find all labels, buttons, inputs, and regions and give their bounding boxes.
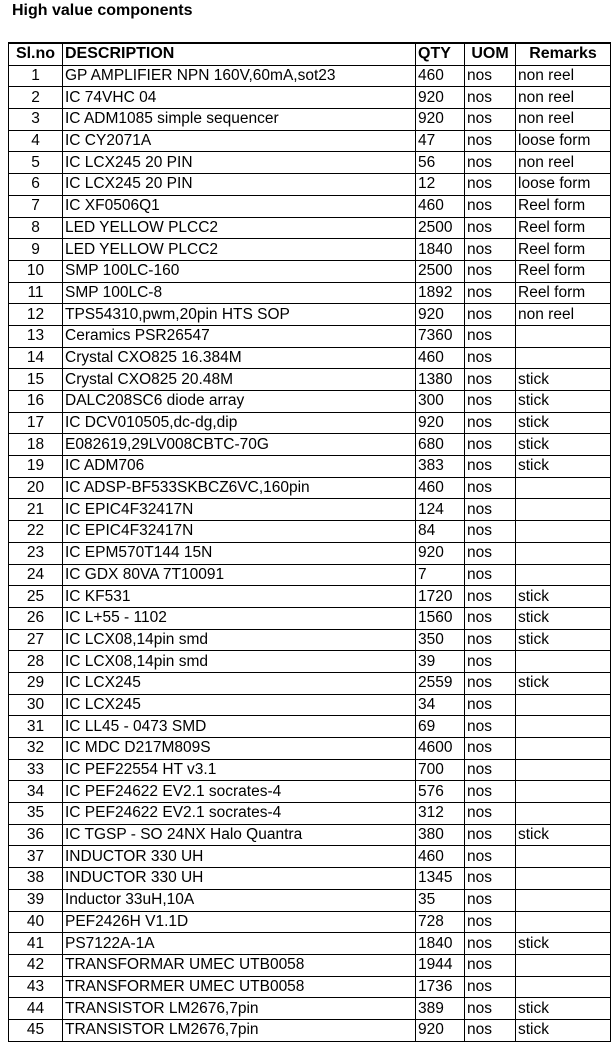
cell-remarks (516, 911, 611, 933)
table-row (9, 911, 611, 933)
cell-description: IC EPIC4F32417N (63, 499, 416, 521)
cell-sl-no: 8 (9, 217, 63, 239)
cell-remarks: Reel form (516, 195, 611, 217)
cell-remarks (516, 694, 611, 716)
cell-qty: 1892 (416, 282, 465, 304)
table-row (9, 130, 611, 152)
cell-sl-no: 17 (9, 412, 63, 434)
cell-sl-no: 13 (9, 325, 63, 347)
cell-remarks (516, 521, 611, 543)
cell-qty: 2559 (416, 672, 465, 694)
cell-sl-no: 43 (9, 976, 63, 998)
cell-sl-no: 16 (9, 391, 63, 413)
cell-remarks (516, 477, 611, 499)
cell-uom: nos (465, 607, 516, 629)
cell-remarks (516, 781, 611, 803)
cell-qty: 920 (416, 1019, 465, 1041)
cell-qty: 1736 (416, 976, 465, 998)
cell-description: E082619,29LV008CBTC-70G (63, 434, 416, 456)
cell-remarks: Reel form (516, 260, 611, 282)
cell-sl-no: 1 (9, 65, 63, 87)
cell-qty: 39 (416, 651, 465, 673)
cell-sl-no: 41 (9, 933, 63, 955)
page-title: High value components (12, 2, 193, 19)
table-row (9, 369, 611, 391)
column-header-sl-no: Sl.no (9, 43, 63, 65)
table-row (9, 954, 611, 976)
cell-sl-no: 10 (9, 260, 63, 282)
table-row (9, 499, 611, 521)
cell-sl-no: 23 (9, 542, 63, 564)
cell-qty: 460 (416, 65, 465, 87)
table-row (9, 260, 611, 282)
cell-description: LED YELLOW PLCC2 (63, 239, 416, 261)
cell-remarks: Reel form (516, 217, 611, 239)
cell-uom: nos (465, 1019, 516, 1041)
table-row (9, 304, 611, 326)
cell-description: Crystal CXO825 16.384M (63, 347, 416, 369)
cell-description: IC XF0506Q1 (63, 195, 416, 217)
cell-description: IC LCX245 (63, 672, 416, 694)
cell-description: IC GDX 80VA 7T10091 (63, 564, 416, 586)
cell-sl-no: 39 (9, 889, 63, 911)
cell-remarks: stick (516, 607, 611, 629)
cell-remarks: Reel form (516, 282, 611, 304)
cell-uom: nos (465, 412, 516, 434)
cell-qty: 576 (416, 781, 465, 803)
cell-qty: 1345 (416, 868, 465, 890)
cell-description: IC TGSP - SO 24NX Halo Quantra (63, 824, 416, 846)
cell-description: PEF2426H V1.1D (63, 911, 416, 933)
column-header-uom: UOM (465, 43, 516, 65)
cell-sl-no: 14 (9, 347, 63, 369)
cell-sl-no: 5 (9, 152, 63, 174)
table-row (9, 803, 611, 825)
cell-remarks: loose form (516, 130, 611, 152)
cell-uom: nos (465, 499, 516, 521)
cell-description: IC PEF24622 EV2.1 socrates-4 (63, 781, 416, 803)
cell-sl-no: 24 (9, 564, 63, 586)
cell-description: IC MDC D217M809S (63, 738, 416, 760)
cell-qty: 680 (416, 434, 465, 456)
cell-remarks (516, 325, 611, 347)
cell-qty: 2500 (416, 217, 465, 239)
cell-sl-no: 38 (9, 868, 63, 890)
cell-description: INDUCTOR 330 UH (63, 868, 416, 890)
cell-description: TRANSFORMAR UMEC UTB0058 (63, 954, 416, 976)
cell-qty: 69 (416, 716, 465, 738)
components-table (8, 42, 611, 1042)
cell-description: IC L+55 - 1102 (63, 607, 416, 629)
cell-uom: nos (465, 174, 516, 196)
table-row (9, 998, 611, 1020)
table-row (9, 976, 611, 998)
cell-qty: 1944 (416, 954, 465, 976)
cell-sl-no: 37 (9, 846, 63, 868)
table-row (9, 868, 611, 890)
cell-remarks: stick (516, 456, 611, 478)
cell-qty: 2500 (416, 260, 465, 282)
cell-sl-no: 21 (9, 499, 63, 521)
cell-remarks (516, 868, 611, 890)
cell-qty: 920 (416, 542, 465, 564)
cell-description: IC LCX245 (63, 694, 416, 716)
cell-remarks (516, 347, 611, 369)
table-row (9, 716, 611, 738)
cell-uom: nos (465, 933, 516, 955)
cell-remarks (516, 954, 611, 976)
cell-sl-no: 9 (9, 239, 63, 261)
cell-uom: nos (465, 803, 516, 825)
cell-sl-no: 19 (9, 456, 63, 478)
cell-qty: 312 (416, 803, 465, 825)
cell-uom: nos (465, 282, 516, 304)
cell-uom: nos (465, 954, 516, 976)
cell-description: IC LCX08,14pin smd (63, 651, 416, 673)
cell-description: SMP 100LC-160 (63, 260, 416, 282)
cell-remarks: stick (516, 369, 611, 391)
cell-qty: 920 (416, 87, 465, 109)
cell-remarks (516, 846, 611, 868)
cell-uom: nos (465, 87, 516, 109)
table-row (9, 738, 611, 760)
table-row (9, 651, 611, 673)
cell-sl-no: 6 (9, 174, 63, 196)
cell-description: GP AMPLIFIER NPN 160V,60mA,sot23 (63, 65, 416, 87)
cell-remarks: non reel (516, 87, 611, 109)
cell-qty: 460 (416, 347, 465, 369)
table-row (9, 282, 611, 304)
cell-qty: 920 (416, 304, 465, 326)
cell-uom: nos (465, 976, 516, 998)
cell-description: TPS54310,pwm,20pin HTS SOP (63, 304, 416, 326)
cell-qty: 460 (416, 195, 465, 217)
cell-remarks: stick (516, 434, 611, 456)
cell-description: INDUCTOR 330 UH (63, 846, 416, 868)
table-row (9, 195, 611, 217)
cell-uom: nos (465, 434, 516, 456)
table-body (9, 65, 611, 1041)
table-row (9, 391, 611, 413)
table-row (9, 542, 611, 564)
cell-uom: nos (465, 304, 516, 326)
cell-sl-no: 22 (9, 521, 63, 543)
cell-uom: nos (465, 824, 516, 846)
cell-sl-no: 31 (9, 716, 63, 738)
cell-qty: 389 (416, 998, 465, 1020)
table-row (9, 325, 611, 347)
cell-qty: 12 (416, 174, 465, 196)
cell-remarks (516, 738, 611, 760)
table-row (9, 434, 611, 456)
table-row (9, 521, 611, 543)
table-row (9, 933, 611, 955)
cell-description: IC EPIC4F32417N (63, 521, 416, 543)
cell-remarks: non reel (516, 304, 611, 326)
table-row (9, 456, 611, 478)
cell-uom: nos (465, 911, 516, 933)
cell-uom: nos (465, 564, 516, 586)
table-row (9, 217, 611, 239)
cell-sl-no: 11 (9, 282, 63, 304)
table-row (9, 239, 611, 261)
cell-remarks: stick (516, 1019, 611, 1041)
cell-remarks (516, 564, 611, 586)
cell-remarks: stick (516, 412, 611, 434)
table-row (9, 152, 611, 174)
cell-sl-no: 34 (9, 781, 63, 803)
cell-qty: 460 (416, 846, 465, 868)
cell-remarks (516, 499, 611, 521)
cell-description: Crystal CXO825 20.48M (63, 369, 416, 391)
cell-uom: nos (465, 759, 516, 781)
cell-uom: nos (465, 391, 516, 413)
cell-sl-no: 2 (9, 87, 63, 109)
cell-qty: 920 (416, 109, 465, 131)
cell-sl-no: 44 (9, 998, 63, 1020)
cell-qty: 47 (416, 130, 465, 152)
cell-qty: 460 (416, 477, 465, 499)
cell-remarks: non reel (516, 152, 611, 174)
cell-description: IC 74VHC 04 (63, 87, 416, 109)
cell-qty: 383 (416, 456, 465, 478)
cell-qty: 1720 (416, 586, 465, 608)
table-row (9, 694, 611, 716)
cell-description: TRANSISTOR LM2676,7pin (63, 1019, 416, 1041)
cell-qty: 4600 (416, 738, 465, 760)
cell-uom: nos (465, 65, 516, 87)
column-header-qty: QTY (416, 43, 465, 65)
table-row (9, 672, 611, 694)
table-row (9, 846, 611, 868)
cell-uom: nos (465, 109, 516, 131)
cell-sl-no: 45 (9, 1019, 63, 1041)
cell-uom: nos (465, 456, 516, 478)
table-row (9, 889, 611, 911)
cell-remarks: non reel (516, 65, 611, 87)
cell-uom: nos (465, 716, 516, 738)
cell-qty: 350 (416, 629, 465, 651)
cell-sl-no: 28 (9, 651, 63, 673)
cell-remarks: non reel (516, 109, 611, 131)
cell-qty: 700 (416, 759, 465, 781)
cell-uom: nos (465, 477, 516, 499)
cell-sl-no: 40 (9, 911, 63, 933)
cell-description: IC KF531 (63, 586, 416, 608)
cell-sl-no: 27 (9, 629, 63, 651)
table-row (9, 87, 611, 109)
cell-uom: nos (465, 781, 516, 803)
cell-remarks: stick (516, 933, 611, 955)
cell-uom: nos (465, 130, 516, 152)
table-row (9, 759, 611, 781)
cell-qty: 1840 (416, 239, 465, 261)
cell-description: IC LCX08,14pin smd (63, 629, 416, 651)
cell-uom: nos (465, 369, 516, 391)
table-row (9, 477, 611, 499)
cell-uom: nos (465, 542, 516, 564)
cell-remarks (516, 716, 611, 738)
table-row (9, 824, 611, 846)
cell-uom: nos (465, 239, 516, 261)
cell-uom: nos (465, 651, 516, 673)
cell-remarks: stick (516, 629, 611, 651)
cell-sl-no: 33 (9, 759, 63, 781)
cell-uom: nos (465, 217, 516, 239)
cell-remarks: stick (516, 672, 611, 694)
cell-remarks: stick (516, 391, 611, 413)
cell-uom: nos (465, 868, 516, 890)
cell-description: TRANSISTOR LM2676,7pin (63, 998, 416, 1020)
cell-qty: 34 (416, 694, 465, 716)
cell-sl-no: 25 (9, 586, 63, 608)
cell-sl-no: 30 (9, 694, 63, 716)
cell-qty: 728 (416, 911, 465, 933)
cell-description: IC ADSP-BF533SKBCZ6VC,160pin (63, 477, 416, 499)
cell-uom: nos (465, 347, 516, 369)
cell-remarks: stick (516, 824, 611, 846)
cell-qty: 300 (416, 391, 465, 413)
cell-qty: 1380 (416, 369, 465, 391)
cell-description: IC EPM570T144 15N (63, 542, 416, 564)
cell-description: IC PEF22554 HT v3.1 (63, 759, 416, 781)
cell-description: DALC208SC6 diode array (63, 391, 416, 413)
column-header-remarks: Remarks (516, 43, 611, 65)
cell-sl-no: 35 (9, 803, 63, 825)
cell-sl-no: 26 (9, 607, 63, 629)
cell-remarks: stick (516, 998, 611, 1020)
cell-description: TRANSFORMER UMEC UTB0058 (63, 976, 416, 998)
cell-sl-no: 15 (9, 369, 63, 391)
cell-uom: nos (465, 152, 516, 174)
cell-uom: nos (465, 998, 516, 1020)
cell-qty: 56 (416, 152, 465, 174)
cell-qty: 380 (416, 824, 465, 846)
cell-remarks (516, 651, 611, 673)
cell-uom: nos (465, 694, 516, 716)
cell-description: IC ADM706 (63, 456, 416, 478)
cell-uom: nos (465, 325, 516, 347)
cell-uom: nos (465, 260, 516, 282)
cell-qty: 7360 (416, 325, 465, 347)
cell-remarks (516, 803, 611, 825)
cell-sl-no: 29 (9, 672, 63, 694)
table-row (9, 65, 611, 87)
cell-description: SMP 100LC-8 (63, 282, 416, 304)
cell-remarks (516, 976, 611, 998)
cell-uom: nos (465, 521, 516, 543)
cell-uom: nos (465, 889, 516, 911)
table-row (9, 586, 611, 608)
cell-sl-no: 42 (9, 954, 63, 976)
cell-sl-no: 4 (9, 130, 63, 152)
table-row (9, 629, 611, 651)
cell-remarks (516, 542, 611, 564)
cell-uom: nos (465, 738, 516, 760)
cell-sl-no: 32 (9, 738, 63, 760)
cell-remarks: stick (516, 586, 611, 608)
table-row (9, 174, 611, 196)
cell-uom: nos (465, 672, 516, 694)
cell-remarks: Reel form (516, 239, 611, 261)
cell-description: IC ADM1085 simple sequencer (63, 109, 416, 131)
cell-qty: 7 (416, 564, 465, 586)
cell-sl-no: 18 (9, 434, 63, 456)
table-row (9, 564, 611, 586)
cell-description: IC DCV010505,dc-dg,dip (63, 412, 416, 434)
cell-description: IC LCX245 20 PIN (63, 174, 416, 196)
cell-uom: nos (465, 195, 516, 217)
cell-description: Ceramics PSR26547 (63, 325, 416, 347)
header-row (9, 43, 611, 65)
cell-description: IC LL45 - 0473 SMD (63, 716, 416, 738)
cell-sl-no: 7 (9, 195, 63, 217)
cell-sl-no: 12 (9, 304, 63, 326)
table-row (9, 412, 611, 434)
cell-remarks (516, 759, 611, 781)
cell-qty: 35 (416, 889, 465, 911)
table-row (9, 109, 611, 131)
cell-uom: nos (465, 629, 516, 651)
cell-qty: 1560 (416, 607, 465, 629)
cell-description: LED YELLOW PLCC2 (63, 217, 416, 239)
cell-description: PS7122A-1A (63, 933, 416, 955)
cell-sl-no: 3 (9, 109, 63, 131)
table-row (9, 781, 611, 803)
cell-sl-no: 36 (9, 824, 63, 846)
cell-qty: 124 (416, 499, 465, 521)
table-row (9, 607, 611, 629)
cell-description: Inductor 33uH,10A (63, 889, 416, 911)
table-row (9, 347, 611, 369)
cell-qty: 920 (416, 412, 465, 434)
cell-uom: nos (465, 586, 516, 608)
cell-remarks (516, 889, 611, 911)
cell-qty: 84 (416, 521, 465, 543)
cell-description: IC LCX245 20 PIN (63, 152, 416, 174)
cell-description: IC CY2071A (63, 130, 416, 152)
cell-sl-no: 20 (9, 477, 63, 499)
cell-qty: 1840 (416, 933, 465, 955)
cell-uom: nos (465, 846, 516, 868)
cell-remarks: loose form (516, 174, 611, 196)
table-row (9, 1019, 611, 1041)
cell-description: IC PEF24622 EV2.1 socrates-4 (63, 803, 416, 825)
column-header-description: DESCRIPTION (63, 43, 416, 65)
